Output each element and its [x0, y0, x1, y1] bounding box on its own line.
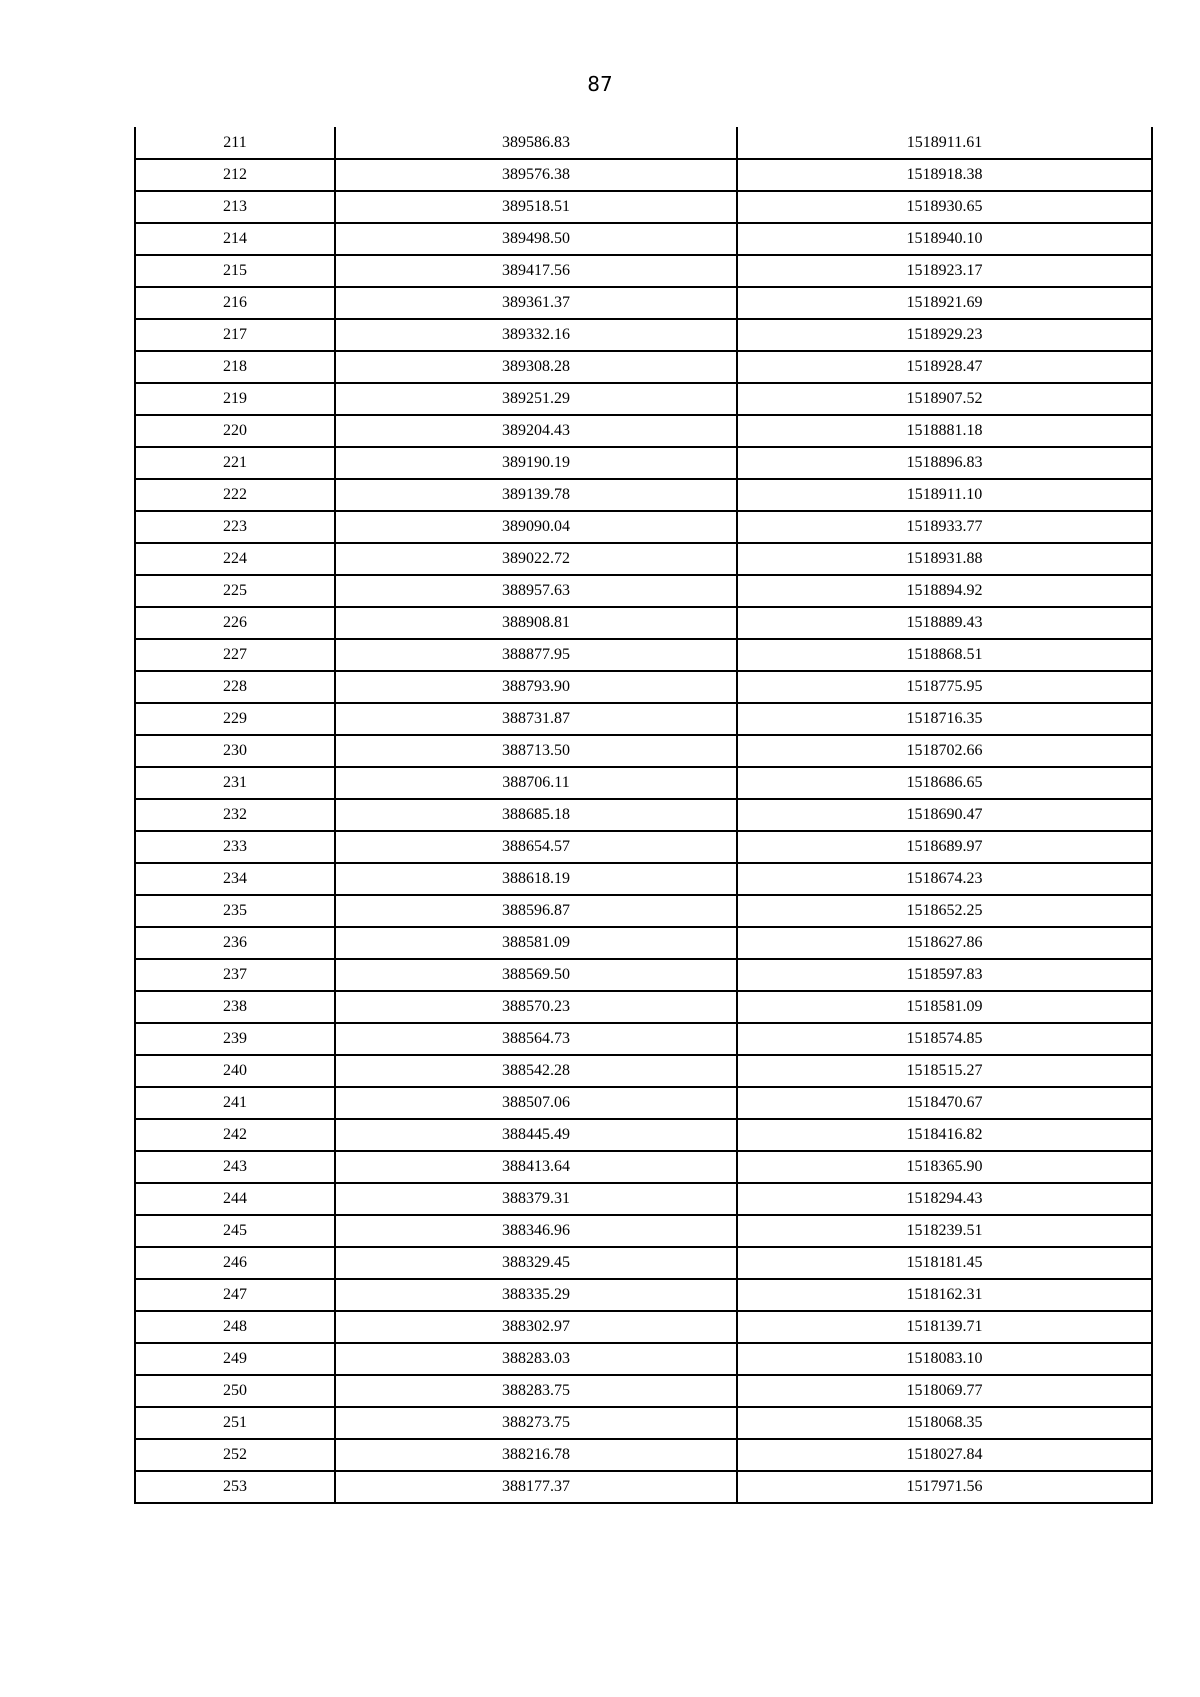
point-number-cell: 219 — [135, 383, 335, 415]
y-coordinate-cell: 1518894.92 — [737, 575, 1152, 607]
y-coordinate-cell: 1518689.97 — [737, 831, 1152, 863]
y-coordinate-cell: 1518868.51 — [737, 639, 1152, 671]
y-coordinate-cell: 1518574.85 — [737, 1023, 1152, 1055]
table-row — [135, 991, 1152, 1023]
point-number-cell: 251 — [135, 1407, 335, 1439]
point-number-cell: 247 — [135, 1279, 335, 1311]
y-coordinate-cell: 1518931.88 — [737, 543, 1152, 575]
y-coordinate-cell: 1518775.95 — [737, 671, 1152, 703]
point-number-cell: 220 — [135, 415, 335, 447]
table-row — [135, 1343, 1152, 1375]
table-row — [135, 511, 1152, 543]
point-number-cell: 243 — [135, 1151, 335, 1183]
y-coordinate-cell: 1518911.10 — [737, 479, 1152, 511]
table-row — [135, 127, 1152, 159]
x-coordinate-cell: 388542.28 — [335, 1055, 737, 1087]
y-coordinate-cell: 1518652.25 — [737, 895, 1152, 927]
point-number-cell: 229 — [135, 703, 335, 735]
y-coordinate-cell: 1518239.51 — [737, 1215, 1152, 1247]
x-coordinate-cell: 388302.97 — [335, 1311, 737, 1343]
table-row — [135, 1087, 1152, 1119]
y-coordinate-cell: 1518581.09 — [737, 991, 1152, 1023]
x-coordinate-cell: 388908.81 — [335, 607, 737, 639]
point-number-cell: 212 — [135, 159, 335, 191]
table-row — [135, 1471, 1152, 1503]
point-number-cell: 237 — [135, 959, 335, 991]
x-coordinate-cell: 388379.31 — [335, 1183, 737, 1215]
x-coordinate-cell: 388706.11 — [335, 767, 737, 799]
y-coordinate-cell: 1518933.77 — [737, 511, 1152, 543]
table-row — [135, 799, 1152, 831]
point-number-cell: 253 — [135, 1471, 335, 1503]
point-number-cell: 245 — [135, 1215, 335, 1247]
x-coordinate-cell: 388283.75 — [335, 1375, 737, 1407]
y-coordinate-cell: 1518918.38 — [737, 159, 1152, 191]
y-coordinate-cell: 1518911.61 — [737, 127, 1152, 159]
x-coordinate-cell: 388713.50 — [335, 735, 737, 767]
x-coordinate-cell: 389090.04 — [335, 511, 737, 543]
x-coordinate-cell: 388618.19 — [335, 863, 737, 895]
y-coordinate-cell: 1518881.18 — [737, 415, 1152, 447]
point-number-cell: 226 — [135, 607, 335, 639]
table-row — [135, 959, 1152, 991]
point-number-cell: 232 — [135, 799, 335, 831]
x-coordinate-cell: 388216.78 — [335, 1439, 737, 1471]
point-number-cell: 222 — [135, 479, 335, 511]
y-coordinate-cell: 1518083.10 — [737, 1343, 1152, 1375]
y-coordinate-cell: 1518416.82 — [737, 1119, 1152, 1151]
y-coordinate-cell: 1518181.45 — [737, 1247, 1152, 1279]
x-coordinate-cell: 389498.50 — [335, 223, 737, 255]
x-coordinate-cell: 389576.38 — [335, 159, 737, 191]
point-number-cell: 239 — [135, 1023, 335, 1055]
y-coordinate-cell: 1518674.23 — [737, 863, 1152, 895]
y-coordinate-cell: 1518889.43 — [737, 607, 1152, 639]
x-coordinate-cell: 388596.87 — [335, 895, 737, 927]
table-row — [135, 191, 1152, 223]
table-row — [135, 895, 1152, 927]
point-number-cell: 248 — [135, 1311, 335, 1343]
y-coordinate-cell: 1518896.83 — [737, 447, 1152, 479]
page-number: 87 — [587, 72, 613, 96]
table-row — [135, 767, 1152, 799]
point-number-cell: 217 — [135, 319, 335, 351]
y-coordinate-cell: 1518139.71 — [737, 1311, 1152, 1343]
x-coordinate-cell: 388177.37 — [335, 1471, 737, 1503]
y-coordinate-cell: 1518702.66 — [737, 735, 1152, 767]
table-row — [135, 607, 1152, 639]
x-coordinate-cell: 388685.18 — [335, 799, 737, 831]
y-coordinate-cell: 1518068.35 — [737, 1407, 1152, 1439]
table-row — [135, 1215, 1152, 1247]
x-coordinate-cell: 388346.96 — [335, 1215, 737, 1247]
table-row — [135, 831, 1152, 863]
point-number-cell: 252 — [135, 1439, 335, 1471]
x-coordinate-cell: 388793.90 — [335, 671, 737, 703]
table-row — [135, 1151, 1152, 1183]
table-row — [135, 1119, 1152, 1151]
y-coordinate-cell: 1518930.65 — [737, 191, 1152, 223]
table-row — [135, 543, 1152, 575]
x-coordinate-cell: 389022.72 — [335, 543, 737, 575]
point-number-cell: 249 — [135, 1343, 335, 1375]
x-coordinate-cell: 388957.63 — [335, 575, 737, 607]
table-row — [135, 927, 1152, 959]
x-coordinate-cell: 389204.43 — [335, 415, 737, 447]
point-number-cell: 228 — [135, 671, 335, 703]
x-coordinate-cell: 388283.03 — [335, 1343, 737, 1375]
table-row — [135, 1279, 1152, 1311]
table-row — [135, 1183, 1152, 1215]
point-number-cell: 213 — [135, 191, 335, 223]
point-number-cell: 221 — [135, 447, 335, 479]
table-row — [135, 1023, 1152, 1055]
y-coordinate-cell: 1518294.43 — [737, 1183, 1152, 1215]
x-coordinate-cell: 389190.19 — [335, 447, 737, 479]
point-number-cell: 242 — [135, 1119, 335, 1151]
y-coordinate-cell: 1518162.31 — [737, 1279, 1152, 1311]
y-coordinate-cell: 1518923.17 — [737, 255, 1152, 287]
point-number-cell: 234 — [135, 863, 335, 895]
x-coordinate-cell: 389332.16 — [335, 319, 737, 351]
x-coordinate-cell: 389518.51 — [335, 191, 737, 223]
table-row — [135, 575, 1152, 607]
point-number-cell: 236 — [135, 927, 335, 959]
y-coordinate-cell: 1518921.69 — [737, 287, 1152, 319]
table-row — [135, 159, 1152, 191]
point-number-cell: 235 — [135, 895, 335, 927]
y-coordinate-cell: 1518365.90 — [737, 1151, 1152, 1183]
table-row — [135, 383, 1152, 415]
table-row — [135, 1375, 1152, 1407]
point-number-cell: 244 — [135, 1183, 335, 1215]
x-coordinate-cell: 388445.49 — [335, 1119, 737, 1151]
table-row — [135, 447, 1152, 479]
point-number-cell: 241 — [135, 1087, 335, 1119]
table-row — [135, 735, 1152, 767]
table-row — [135, 479, 1152, 511]
x-coordinate-cell: 388731.87 — [335, 703, 737, 735]
table-row — [135, 863, 1152, 895]
table-row — [135, 639, 1152, 671]
table-row — [135, 255, 1152, 287]
coordinates-table-body — [135, 127, 1152, 1503]
x-coordinate-cell: 388569.50 — [335, 959, 737, 991]
point-number-cell: 218 — [135, 351, 335, 383]
y-coordinate-cell: 1518027.84 — [737, 1439, 1152, 1471]
x-coordinate-cell: 388335.29 — [335, 1279, 737, 1311]
y-coordinate-cell: 1518069.77 — [737, 1375, 1152, 1407]
y-coordinate-cell: 1518627.86 — [737, 927, 1152, 959]
point-number-cell: 230 — [135, 735, 335, 767]
x-coordinate-cell: 388273.75 — [335, 1407, 737, 1439]
table-row — [135, 1055, 1152, 1087]
x-coordinate-cell: 388413.64 — [335, 1151, 737, 1183]
point-number-cell: 223 — [135, 511, 335, 543]
y-coordinate-cell: 1518515.27 — [737, 1055, 1152, 1087]
point-number-cell: 225 — [135, 575, 335, 607]
point-number-cell: 231 — [135, 767, 335, 799]
table-row — [135, 319, 1152, 351]
y-coordinate-cell: 1517971.56 — [737, 1471, 1152, 1503]
y-coordinate-cell: 1518470.67 — [737, 1087, 1152, 1119]
table-row — [135, 287, 1152, 319]
table-row — [135, 1247, 1152, 1279]
y-coordinate-cell: 1518690.47 — [737, 799, 1152, 831]
table-row — [135, 415, 1152, 447]
x-coordinate-cell: 388877.95 — [335, 639, 737, 671]
point-number-cell: 240 — [135, 1055, 335, 1087]
table-row — [135, 1439, 1152, 1471]
point-number-cell: 233 — [135, 831, 335, 863]
table-row — [135, 351, 1152, 383]
x-coordinate-cell: 389308.28 — [335, 351, 737, 383]
point-number-cell: 214 — [135, 223, 335, 255]
x-coordinate-cell: 388570.23 — [335, 991, 737, 1023]
x-coordinate-cell: 389417.56 — [335, 255, 737, 287]
x-coordinate-cell: 388581.09 — [335, 927, 737, 959]
y-coordinate-cell: 1518929.23 — [737, 319, 1152, 351]
table-row — [135, 223, 1152, 255]
x-coordinate-cell: 388654.57 — [335, 831, 737, 863]
x-coordinate-cell: 389139.78 — [335, 479, 737, 511]
table-row — [135, 703, 1152, 735]
x-coordinate-cell: 389586.83 — [335, 127, 737, 159]
coordinates-table — [134, 127, 1153, 1504]
point-number-cell: 250 — [135, 1375, 335, 1407]
point-number-cell: 215 — [135, 255, 335, 287]
point-number-cell: 227 — [135, 639, 335, 671]
point-number-cell: 216 — [135, 287, 335, 319]
table-row — [135, 1407, 1152, 1439]
x-coordinate-cell: 388564.73 — [335, 1023, 737, 1055]
y-coordinate-cell: 1518907.52 — [737, 383, 1152, 415]
y-coordinate-cell: 1518716.35 — [737, 703, 1152, 735]
y-coordinate-cell: 1518928.47 — [737, 351, 1152, 383]
y-coordinate-cell: 1518940.10 — [737, 223, 1152, 255]
x-coordinate-cell: 389361.37 — [335, 287, 737, 319]
point-number-cell: 224 — [135, 543, 335, 575]
x-coordinate-cell: 388329.45 — [335, 1247, 737, 1279]
point-number-cell: 238 — [135, 991, 335, 1023]
point-number-cell: 211 — [135, 127, 335, 159]
table-row — [135, 671, 1152, 703]
y-coordinate-cell: 1518686.65 — [737, 767, 1152, 799]
y-coordinate-cell: 1518597.83 — [737, 959, 1152, 991]
table-row — [135, 1311, 1152, 1343]
x-coordinate-cell: 388507.06 — [335, 1087, 737, 1119]
x-coordinate-cell: 389251.29 — [335, 383, 737, 415]
point-number-cell: 246 — [135, 1247, 335, 1279]
